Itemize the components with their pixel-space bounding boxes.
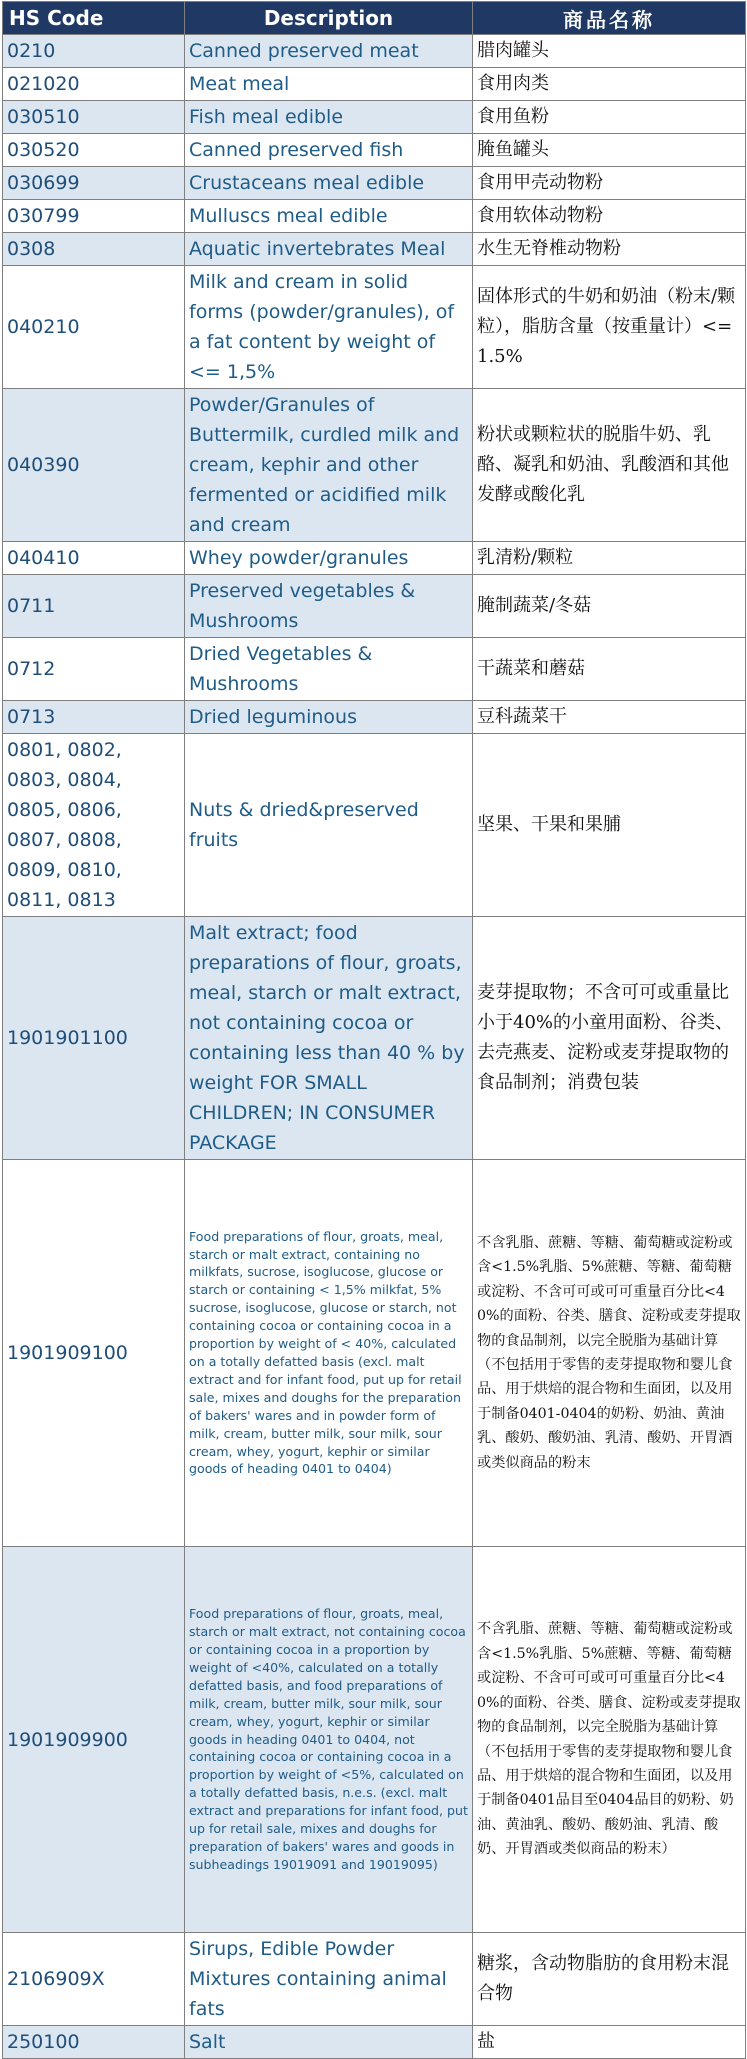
hs-code-table [2,1,746,2059]
chinese-name-cell: 糖浆，含动物脂肪的食用粉末混合物 [473,1933,746,2026]
chinese-name-cell: 盐 [473,2026,746,2059]
table-row [3,167,746,200]
chinese-name-cell: 乳清粉/颗粒 [473,542,746,575]
hs-code-cell: 0712 [3,638,185,701]
description-cell: Canned preserved meat [185,35,473,68]
description-cell: Food preparations of flour, groats, meal, starch or malt extract, not containing cocoa or containing cocoa in a proportion by weight of <40%, calculated on a totally defatted basis, and food preparations of milk, cream, butter milk, sour milk, sour cream, whey, yogurt, kephir or similar goods in heading 0401 to 0404, not containing cocoa or containing cocoa in a proportion by weight of <5%, calculated on a totally defatted basis, n.e.s. (excl. malt extract and preparations for infant food, put up for retail sale, mixes and doughs for preparation of bakers' wares and goods in subheadings 19019091 and 19019095) [185,1547,473,1933]
hs-code-cell: 040410 [3,542,185,575]
description-cell: Food preparations of flour, groats, meal, starch or malt extract, containing no milkfats, sucrose, isoglucose, glucose or starch or containing < 1,5% milkfat, 5% sucrose, isoglucose, glucose or starch, not containing cocoa or containing cocoa in a proportion by weight of < 40%, calculated on a totally defatted basis (excl. malt extract and for infant food, put up for retail sale, mixes and doughs for the preparation of bakers' wares and in powder form of milk, cream, butter milk, sour milk, sour cream, whey, yogurt, kephir or similar goods of heading 0401 to 0404) [185,1160,473,1547]
table-header-row [3,2,746,35]
hs-code-cell: 0801, 0802, 0803, 0804, 0805, 0806, 0807, 0808, 0809, 0810, 0811, 0813 [3,734,185,917]
table-row [3,200,746,233]
description-cell: Crustaceans meal edible [185,167,473,200]
chinese-name-cell: 腌鱼罐头 [473,134,746,167]
table-row [3,917,746,1160]
description-cell: Preserved vegetables & Mushrooms [185,575,473,638]
table-row [3,734,746,917]
description-cell: Milk and cream in solid forms (powder/granules), of a fat content by weight of <= 1,5% [185,266,473,389]
description-cell: Canned preserved fish [185,134,473,167]
hs-code-cell: 021020 [3,68,185,101]
table-row [3,266,746,389]
header-chinese-name: 商品名称 [473,2,746,35]
hs-code-cell: 0713 [3,701,185,734]
header-description: Description [185,2,473,35]
table-row [3,1160,746,1547]
chinese-name-cell: 粉状或颗粒状的脱脂牛奶、乳酪、凝乳和奶油、乳酸酒和其他发酵或酸化乳 [473,389,746,542]
chinese-name-cell: 食用软体动物粉 [473,200,746,233]
description-cell: Aquatic invertebrates Meal [185,233,473,266]
table-row [3,542,746,575]
table-row [3,68,746,101]
chinese-name-cell: 食用鱼粉 [473,101,746,134]
hs-code-cell: 1901909100 [3,1160,185,1547]
chinese-name-cell: 食用肉类 [473,68,746,101]
hs-code-cell: 030699 [3,167,185,200]
description-cell: Whey powder/granules [185,542,473,575]
table-row [3,1547,746,1933]
hs-code-cell: 0711 [3,575,185,638]
chinese-name-cell: 固体形式的牛奶和奶油（粉末/颗粒），脂肪含量（按重量计）<=1.5% [473,266,746,389]
table-row [3,134,746,167]
hs-code-cell: 030520 [3,134,185,167]
description-cell: Dried Vegetables & Mushrooms [185,638,473,701]
description-cell: Powder/Granules of Buttermilk, curdled milk and cream, kephir and other fermented or acidified milk and cream [185,389,473,542]
hs-code-cell: 040210 [3,266,185,389]
table-row [3,389,746,542]
table-row [3,575,746,638]
hs-code-cell: 0308 [3,233,185,266]
table-row [3,101,746,134]
chinese-name-cell: 麦芽提取物；不含可可或重量比小于40%的小童用面粉、谷类、去壳燕麦、淀粉或麦芽提取物的食品制剂；消费包装 [473,917,746,1160]
hs-code-cell: 030510 [3,101,185,134]
description-cell: Malt extract; food preparations of flour, groats, meal, starch or malt extract, not containing cocoa or containing less than 40 % by weight FOR SMALL CHILDREN; IN CONSUMER PACKAGE [185,917,473,1160]
chinese-name-cell: 豆科蔬菜干 [473,701,746,734]
chinese-name-cell: 不含乳脂、蔗糖、等糖、葡萄糖或淀粉或含<1.5%乳脂、5%蔗糖、等糖、葡萄糖或淀粉、不含可可或可可重量百分比<40%的面粉、谷类、膳食、淀粉或麦芽提取物的食品制剂，以完全脱脂为基础计算（不包括用于零售的麦芽提取物和婴儿食品、用于烘焙的混合物和生面团，以及用于制备0401-0404的奶粉、奶油、黄油乳、酸奶、酸奶油、乳清、酸奶、开胃酒或类似商品的粉末 [473,1160,746,1547]
chinese-name-cell: 腌制蔬菜/冬菇 [473,575,746,638]
table-row [3,233,746,266]
hs-code-cell: 030799 [3,200,185,233]
hs-code-cell: 2106909X [3,1933,185,2026]
hs-code-cell: 040390 [3,389,185,542]
chinese-name-cell: 不含乳脂、蔗糖、等糖、葡萄糖或淀粉或含<1.5%乳脂、5%蔗糖、等糖、葡萄糖或淀粉、不含可可或可可重量百分比<40%的面粉、谷类、膳食、淀粉或麦芽提取物的食品制剂，以完全脱脂为基础计算（不包括用于零售的麦芽提取物和婴儿食品、用于烘焙的混合物和生面团，以及用于制备0401品目至0404品目的奶粉、奶油、黄油乳、酸奶、酸奶油、乳清、酸奶、开胃酒或类似商品的粉末） [473,1547,746,1933]
chinese-name-cell: 干蔬菜和蘑菇 [473,638,746,701]
description-cell: Nuts & dried&preserved fruits [185,734,473,917]
hs-code-cell: 250100 [3,2026,185,2059]
description-cell: Salt [185,2026,473,2059]
hs-code-cell: 1901901100 [3,917,185,1160]
table-row [3,35,746,68]
chinese-name-cell: 腊肉罐头 [473,35,746,68]
hs-code-cell: 1901909900 [3,1547,185,1933]
table-row [3,638,746,701]
table-row [3,701,746,734]
description-cell: Dried leguminous [185,701,473,734]
chinese-name-cell: 食用甲壳动物粉 [473,167,746,200]
header-hs-code: HS Code [3,2,185,35]
hs-code-cell: 0210 [3,35,185,68]
chinese-name-cell: 水生无脊椎动物粉 [473,233,746,266]
description-cell: Meat meal [185,68,473,101]
chinese-name-cell: 坚果、干果和果脯 [473,734,746,917]
table-row [3,2026,746,2059]
table-row [3,1933,746,2026]
description-cell: Sirups, Edible Powder Mixtures containing animal fats [185,1933,473,2026]
description-cell: Mulluscs meal edible [185,200,473,233]
description-cell: Fish meal edible [185,101,473,134]
